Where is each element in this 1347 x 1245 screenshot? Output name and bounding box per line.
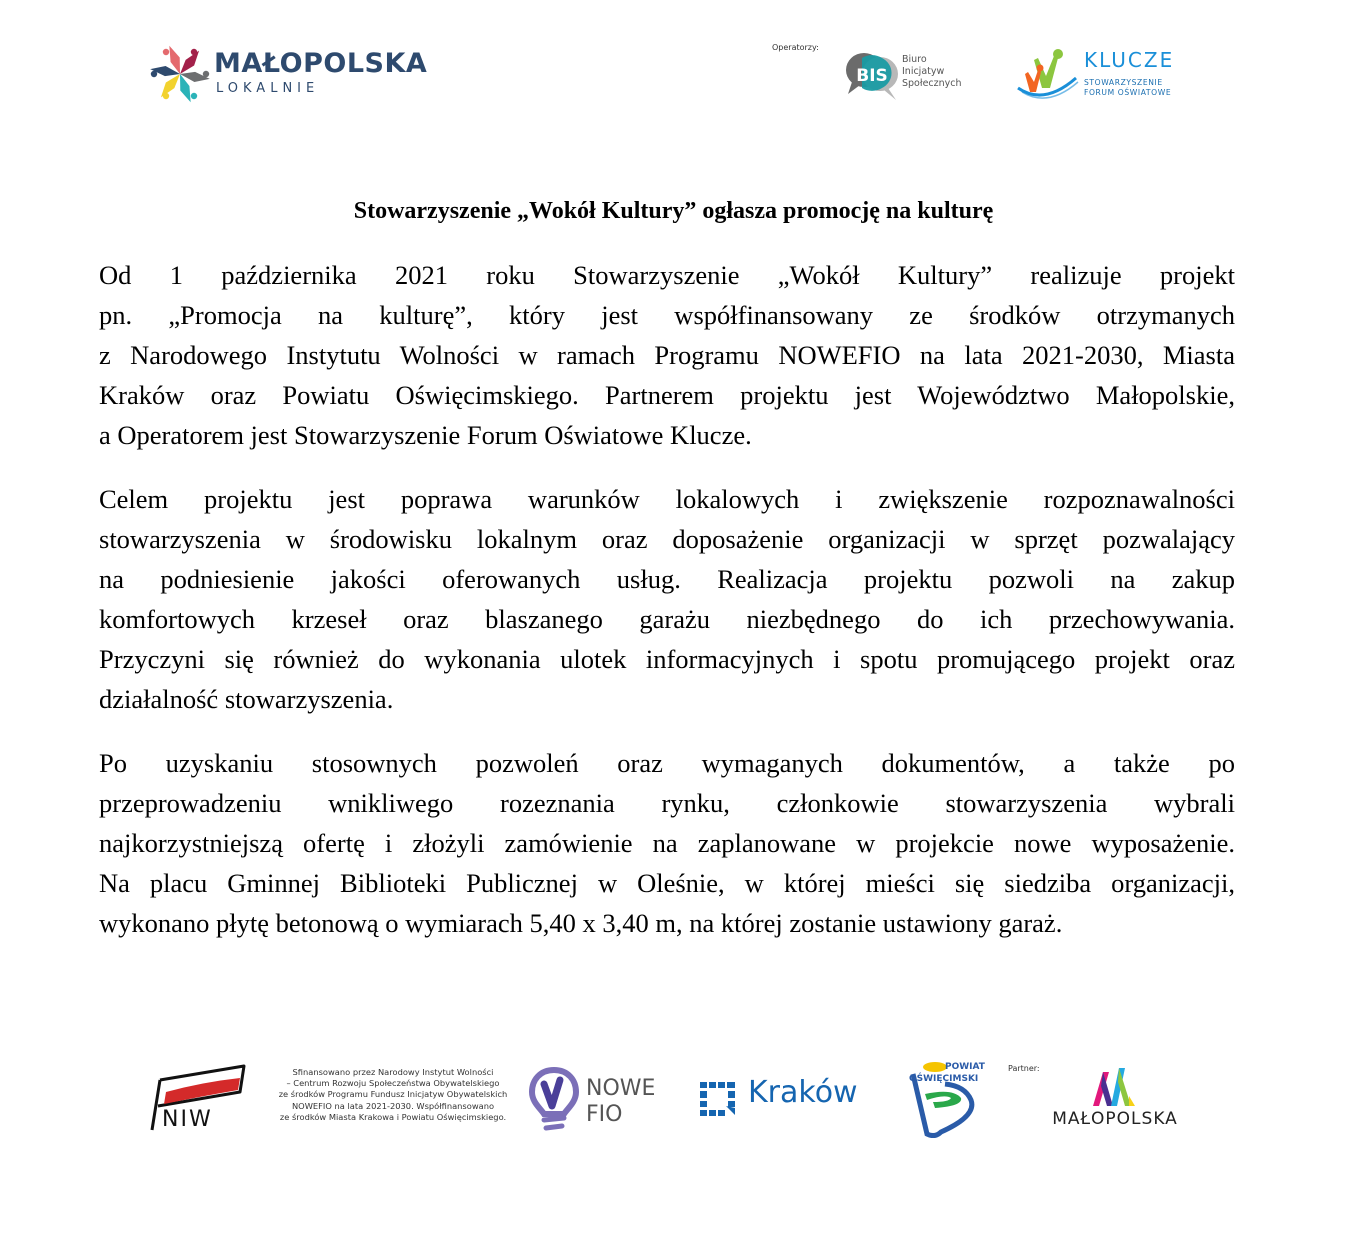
paragraph-line: na podniesienie jakości oferowanych usług. Realizacja projektu pozwoli na zakup — [99, 564, 1235, 594]
paragraph-line: Po uzyskaniu stosownych pozwoleń oraz wymaganych dokumentów, a także po — [99, 748, 1235, 778]
krakow-grid-icon — [700, 1082, 736, 1116]
lightbulb-icon — [528, 1066, 580, 1134]
paragraph-line: Od 1 października 2021 roku Stowarzyszenie „Wokół Kultury” realizuje projekt — [99, 260, 1235, 290]
klucze-people-icon — [1014, 48, 1082, 104]
klucze-subtitle: STOWARZYSZENIE FORUM OŚWIATOWE — [1084, 78, 1172, 97]
malopolska-logo — [1045, 1066, 1185, 1136]
paragraph-line: wykonano płytę betonową o wymiarach 5,40 x 3,40 m, na której zostanie ustawiony garaż. — [99, 908, 1063, 938]
paragraph-line: Kraków oraz Powiatu Oświęcimskiego. Partnerem projektu jest Województwo Małopolskie, — [99, 380, 1235, 410]
nowefio-logo — [528, 1066, 673, 1134]
speech-bubbles-icon — [844, 46, 904, 106]
funding-note: Sfinansowano przez Narodowy Instytut Wolności – Centrum Rozwoju Społeczeństwa Obywatelskiego ze środków Programu Fundusz Inicjatyw Obywatelskich NOWEFIO na lata 2021-2030. Współfinansowano ze środków Miasta Krakowa i Powiatu Oświęcimskiego. — [278, 1067, 508, 1122]
malopolska-lokalnie-star-icon — [148, 40, 212, 108]
document-title: Stowarzyszenie „Wokół Kultury” ogłasza promocję na kulturę — [353, 198, 994, 224]
operators-label: Operatorzy: — [772, 43, 819, 52]
paragraph-line: z Narodowego Instytutu Wolności w ramach Programu NOWEFIO na lata 2021-2030, Miasta — [99, 340, 1235, 370]
paragraph-line: najkorzystniejszą ofertę i złożyli zamówienie na zaplanowane w projekcie nowe wyposażenie. — [99, 828, 1235, 858]
partner-label: Partner: — [1008, 1064, 1040, 1073]
paragraph-line: działalność stowarzyszenia. — [99, 684, 394, 714]
bis-logo — [844, 46, 984, 106]
paragraph-line: Na placu Gminnej Biblioteki Publicznej w Oleśnie, w której mieści się siedziba organizacji, — [99, 868, 1235, 898]
krakow-logo — [700, 1075, 870, 1120]
malopolska-lokalnie-subtitle: LOKALNIE — [216, 81, 320, 96]
malopolska-lokalnie-title: MAŁOPOLSKA — [214, 48, 428, 79]
svg-text:BIS: BIS — [856, 66, 888, 86]
paragraph-2 — [99, 479, 1235, 719]
bis-logo-text: Biuro Inicjatyw Społecznych — [902, 54, 962, 89]
klucze-logo — [1014, 48, 1194, 104]
paragraph-1 — [99, 255, 1235, 455]
klucze-title: KLUCZE — [1084, 48, 1175, 72]
paragraph-line: a Operatorem jest Stowarzyszenie Forum Oświatowe Klucze. — [99, 420, 752, 450]
paragraph-line: komfortowych krzeseł oraz blaszanego garażu niezbędnego do ich przechowywania. — [99, 604, 1235, 634]
powiat-oswiecimski-logo — [905, 1060, 985, 1138]
niw-logo — [148, 1060, 253, 1135]
krakow-text: Kraków — [748, 1075, 858, 1110]
malopolska-text: MAŁOPOLSKA — [1052, 1109, 1178, 1129]
paragraph-3 — [99, 743, 1235, 943]
paragraph-line: stowarzyszenia w środowisku lokalnym oraz doposażenie organizacji w sprzęt pozwalający — [99, 524, 1235, 554]
malopolska-m-icon — [1091, 1066, 1139, 1108]
paragraph-line: pn. „Promocja na kulturę”, który jest współfinansowany ze środków otrzymanych — [99, 300, 1235, 330]
paragraph-line: Celem projektu jest poprawa warunków lokalowych i zwiększenie rozpoznawalności — [99, 484, 1235, 514]
svg-text:NIW: NIW — [162, 1107, 213, 1132]
nowefio-text: NOWE FIO — [586, 1076, 656, 1127]
powiat-text-1: POWIAT — [945, 1062, 985, 1072]
malopolska-lokalnie-logo — [148, 40, 448, 112]
paragraph-line: przeprowadzeniu wnikliwego rozeznania rynku, członkowie stowarzyszenia wybrali — [99, 788, 1235, 818]
niw-flag-icon — [148, 1060, 253, 1135]
paragraph-line: Przyczyni się również do wykonania ulotek informacyjnych i spotu promującego projekt oraz — [99, 644, 1235, 674]
powiat-text-2: OŚWIĘCIMSKI — [909, 1074, 979, 1084]
